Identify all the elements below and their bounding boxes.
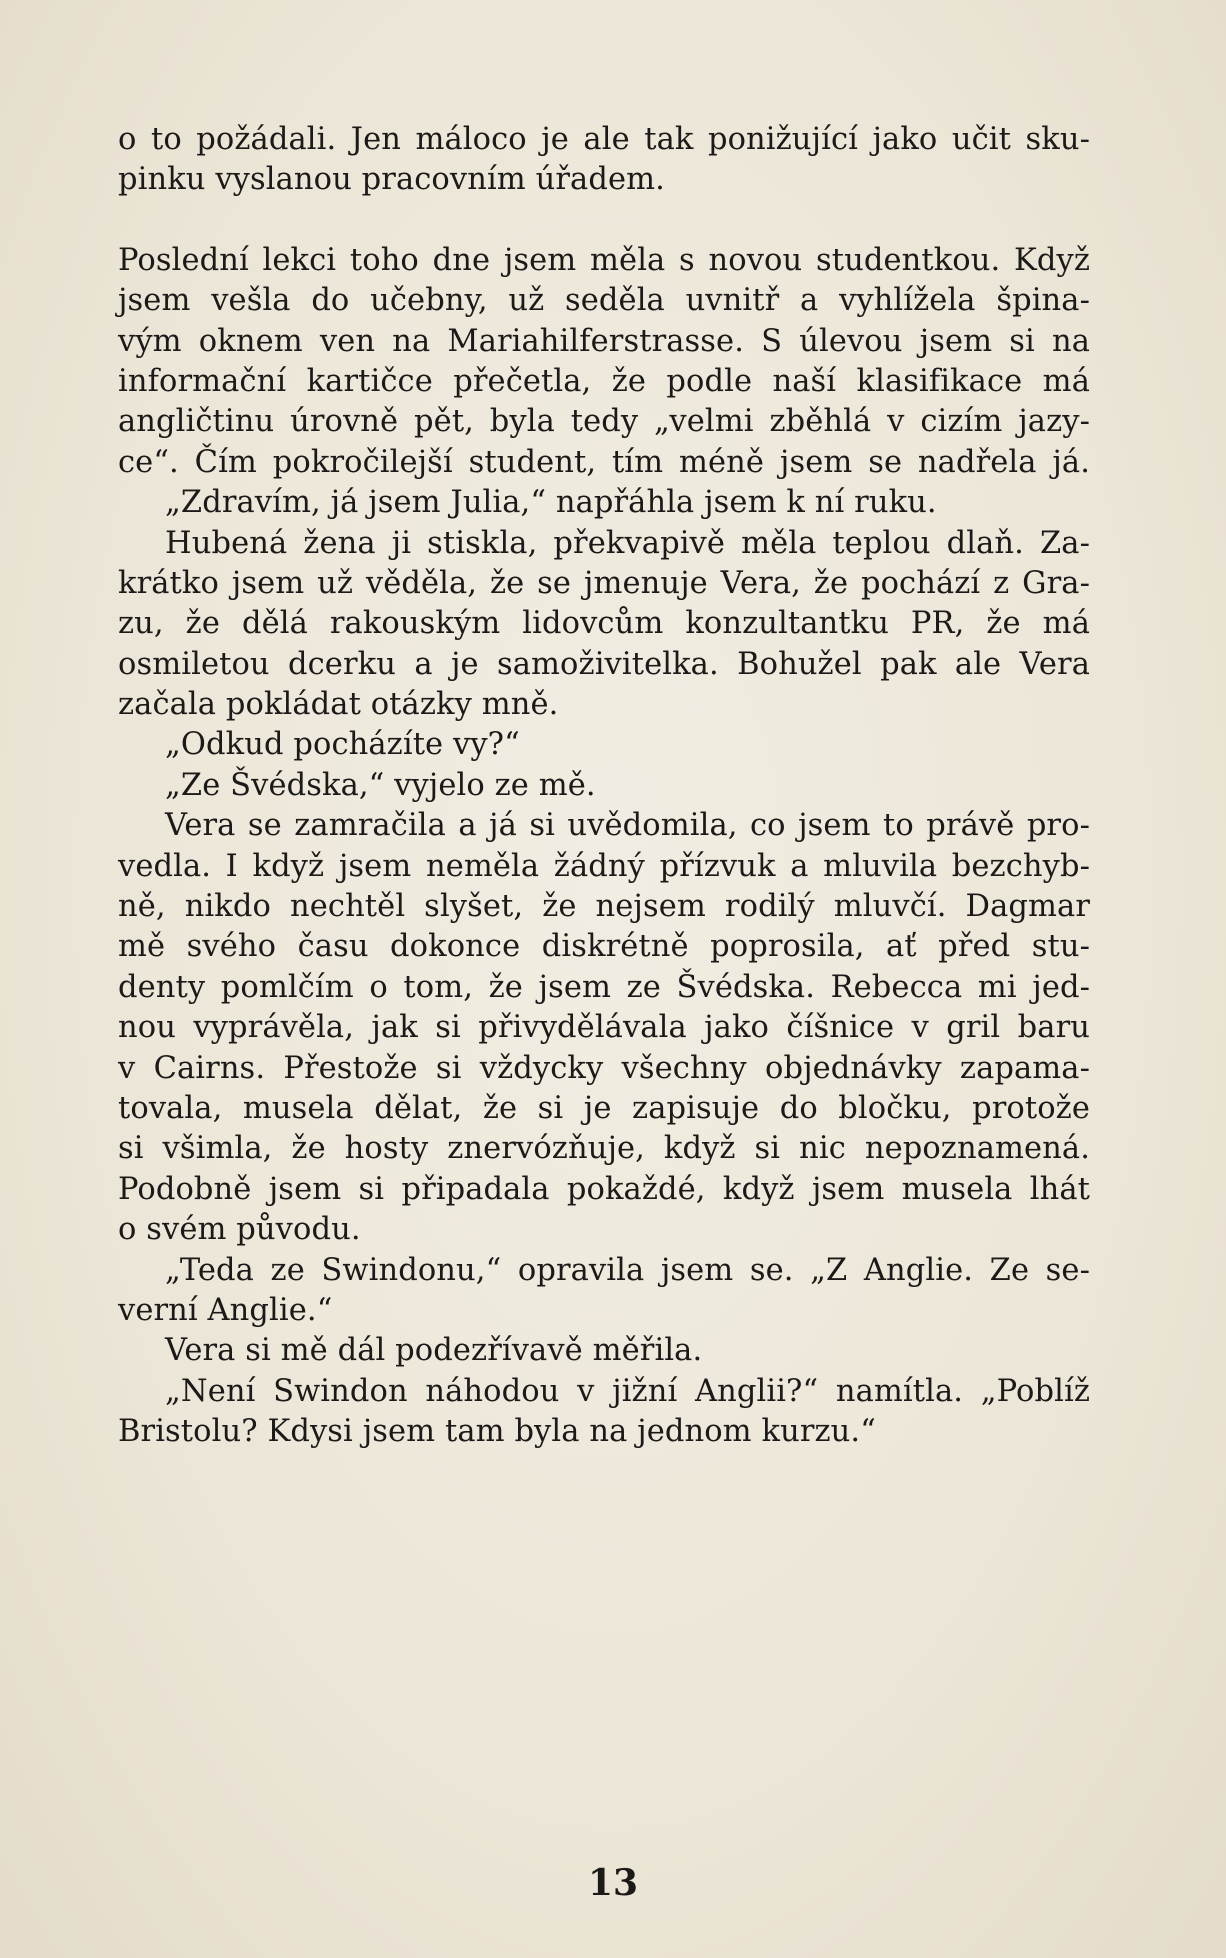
text-line: ně, nikdo nechtěl slyšet, že nejsem rodilý mluvčí. Dagmar — [118, 889, 1090, 925]
text-line: krátko jsem už věděla, že se jmenuje Vera, že pochází z Gra- — [118, 565, 1090, 601]
text-line: Vera se zamračila a já si uvědomila, co jsem to právě pro- — [165, 808, 1090, 844]
paragraph — [118, 725, 1090, 765]
paragraph — [118, 483, 1090, 523]
paragraph — [118, 766, 1090, 806]
page-number: 13 — [587, 1862, 639, 1904]
text-line: jsem vešla do učebny, už seděla uvnitř a vyhlížela špina- — [118, 283, 1090, 319]
text-line: „Teda ze Swindonu,“ opravila jsem se. „Z Anglie. Ze se- — [165, 1252, 1090, 1288]
text-line: Bristolu? Kdysi jsem tam byla na jednom kurzu.“ — [118, 1414, 876, 1450]
text-line: mě svého času dokonce diskrétně poprosila, ať před stu- — [118, 929, 1090, 965]
text-line: osmiletou dcerku a je samoživitelka. Bohužel pak ale Vera — [118, 646, 1090, 682]
text-line: „Odkud pocházíte vy?“ — [165, 727, 520, 763]
text-line: zu, že dělá rakouským lidovcům konzultantku PR, že má — [118, 606, 1090, 642]
body-text — [118, 120, 1090, 1453]
paragraph — [118, 1372, 1090, 1453]
paragraph — [118, 524, 1090, 726]
text-line: Hubená žena ji stiskla, překvapivě měla teplou dlaň. Za- — [165, 525, 1090, 561]
paragraph — [118, 120, 1090, 201]
paragraph — [118, 241, 1090, 483]
text-line: Podobně jsem si připadala pokaždé, když jsem musela lhát — [118, 1171, 1090, 1207]
text-line: informační kartičce přečetla, že podle naší klasifikace má — [118, 363, 1090, 399]
text-line: vým oknem ven na Mariahilferstrasse. S úlevou jsem si na — [118, 323, 1090, 359]
text-line: vedla. I když jsem neměla žádný přízvuk a mluvila bezchyb- — [118, 848, 1090, 884]
paragraph — [118, 806, 1090, 1250]
text-line: angličtinu úrovně pět, byla tedy „velmi zběhlá v cizím jazy- — [118, 404, 1090, 440]
text-line: v Cairns. Přestože si vždycky všechny objednávky zapama- — [118, 1050, 1090, 1086]
text-line: „Není Swindon náhodou v jižní Anglii?“ namítla. „Poblíž — [165, 1373, 1090, 1409]
text-line: nou vyprávěla, jak si přivydělávala jako číšnice v gril baru — [118, 1010, 1090, 1046]
text-line: o svém původu. — [118, 1212, 361, 1248]
text-line: „Ze Švédska,“ vyjelo ze mě. — [165, 767, 596, 803]
text-line: Poslední lekci toho dne jsem měla s novou studentkou. Když — [118, 242, 1090, 278]
text-line: verní Anglie.“ — [118, 1292, 333, 1328]
text-line: tovala, musela dělat, že si je zapisuje do bločku, protože — [118, 1090, 1090, 1126]
text-line: Vera si mě dál podezřívavě měřila. — [165, 1333, 703, 1369]
text-line: „Zdravím, já jsem Julia,“ napřáhla jsem k ní ruku. — [165, 485, 937, 521]
paragraph — [118, 1251, 1090, 1332]
text-line: denty pomlčím o tom, že jsem ze Švédska. Rebecca mi jed- — [118, 969, 1090, 1005]
text-line: pinku vyslanou pracovním úřadem. — [118, 162, 665, 198]
section-break — [118, 201, 1090, 241]
text-line: si všimla, že hosty znervózňuje, když si nic nepoznamená. — [118, 1131, 1090, 1167]
text-line: začala pokládat otázky mně. — [118, 687, 559, 723]
text-line: ce“. Čím pokročilejší student, tím méně jsem se nadřela já. — [118, 444, 1090, 480]
paragraph — [118, 1331, 1090, 1371]
text-line: o to požádali. Jen máloco je ale tak ponižující jako učit sku- — [118, 122, 1090, 157]
